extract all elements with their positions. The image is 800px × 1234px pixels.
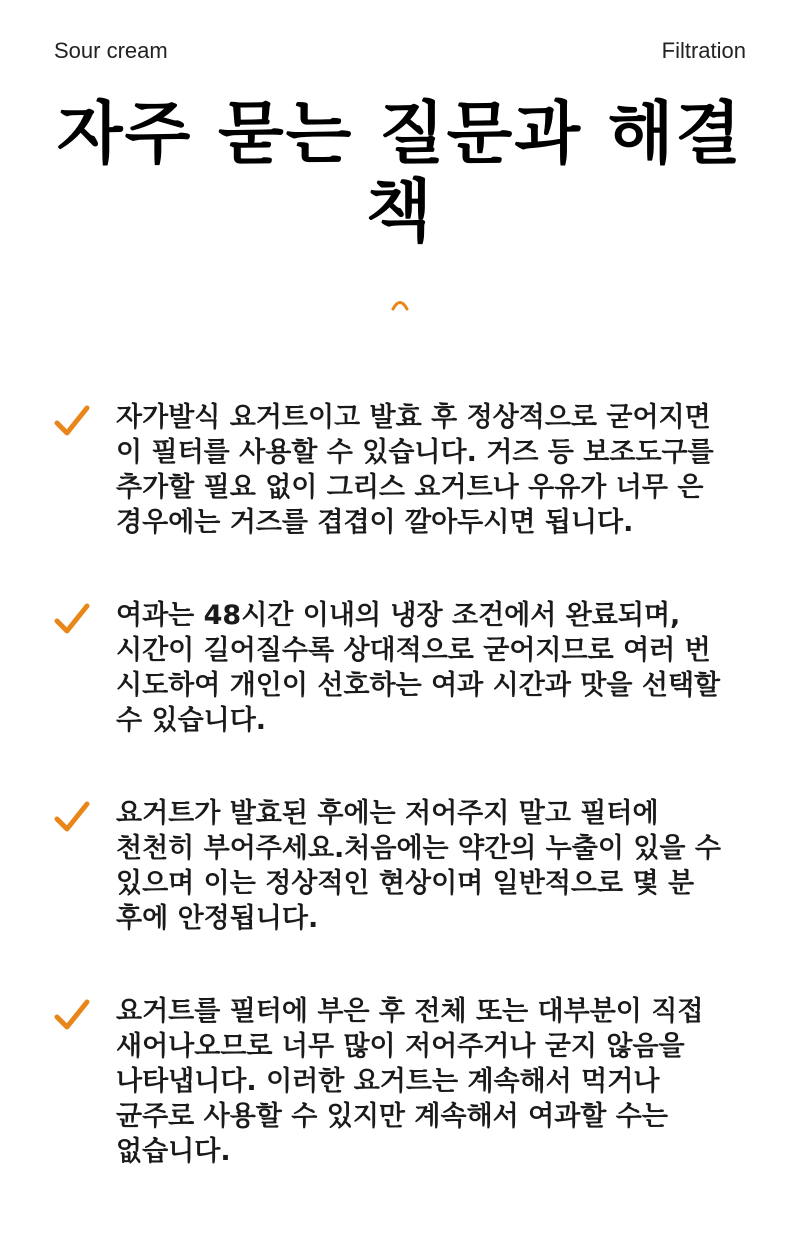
faq-text: 요거트가 발효된 후에는 저어주지 말고 필터에 천천히 부어주세요.처음에는 약간의 누출이 있을 수 있으며 이는 정상적인 현상이며 일반적으로 몇 분 후에 안정됩니다. xyxy=(116,798,721,934)
checkmark-icon xyxy=(54,800,90,834)
header-right-label: Filtration xyxy=(661,38,746,63)
faq-text: 자가발식 요거트이고 발효 후 정상적으로 굳어지면 이 필터를 사용할 수 있습니다. 거즈 등 보조도구를 추가할 필요 없이 그리스 요거트나 우유가 너무 은 경우에는 거즈를 겹겹이 깔아두시면 됩니다. xyxy=(116,402,714,538)
checkmark-icon xyxy=(54,998,90,1032)
checkmark-icon xyxy=(54,404,90,438)
faq-text: 여과는 48시간 이내의 냉장 조건에서 완료되며, 시간이 길어질수록 상대적으로 굳어지므로 여러 번 시도하여 개인이 선호하는 여과 시간과 맛을 선택할 수 있습니다. xyxy=(116,600,721,736)
page-title: 자주 묻는 질문과 해결책 xyxy=(56,95,744,252)
checkmark-icon xyxy=(54,602,90,636)
header-left-label: Sour cream xyxy=(54,38,168,63)
arch-divider-icon xyxy=(390,294,410,314)
faq-text: 요거트를 필터에 부은 후 전체 또는 대부분이 직접 새어나오므로 너무 많이 저어주거나 굳지 않음을 나타냅니다. 이러한 요거트는 계속해서 먹거나 균주로 사용할 수 있지만 계속해서 여과할 수는 없습니다. xyxy=(116,996,704,1167)
